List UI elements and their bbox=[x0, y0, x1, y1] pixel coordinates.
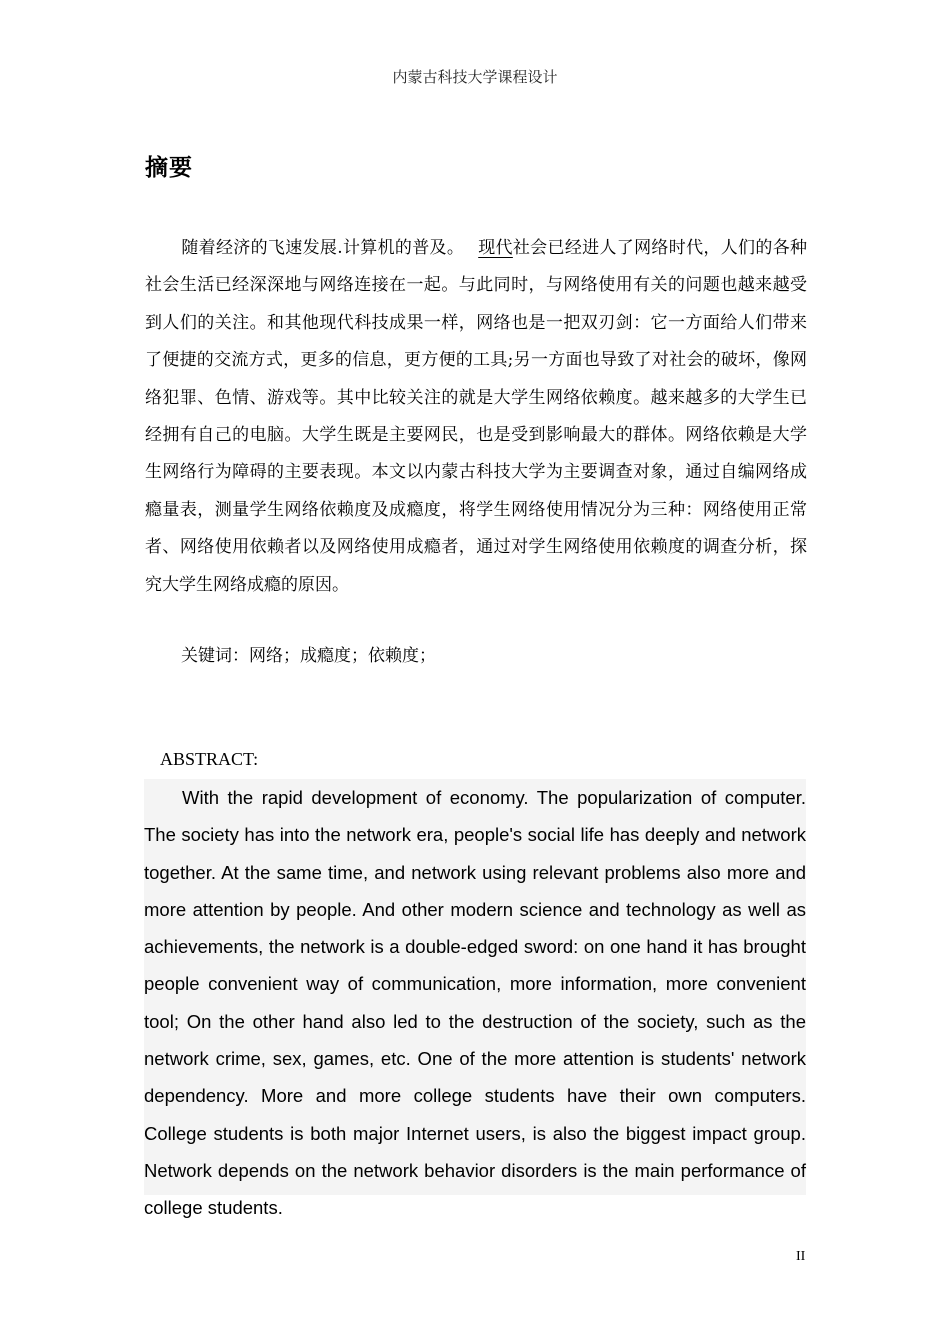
chinese-abstract-lead: 随着经济的飞速发展.计算机的普及。 bbox=[181, 238, 465, 258]
keywords-line: 关键词：网络；成瘾度；依赖度； bbox=[181, 646, 436, 666]
english-abstract-text: With the rapid development of economy. The popularization of computer. The society has into the network era, people's social life has deeply and network together. At the same time, and network using relevant problems also more and more attention by people. And other modern science and technology as well as achievements, the network is a double-edged sword: on one hand it has brought people convenient way of communication, more information, more convenient tool; On the other hand also led to the destruction of the society, such as the network crime, sex, games, etc. One of the more attention is students' network dependency. More and more college students have their own computers. College students is both major Internet users, is also the biggest impact group. Network depends on the network behavior disorders is the main performance of college students. bbox=[144, 787, 806, 1219]
page-number: II bbox=[796, 1249, 806, 1264]
english-abstract-label: ABSTRACT: bbox=[160, 749, 259, 769]
section-title: 摘要 bbox=[145, 155, 193, 181]
page-header: 内蒙古科技大学课程设计 bbox=[392, 68, 558, 86]
chinese-abstract-rest: 社会已经进人了网络时代，人们的各种社会生活已经深深地与网络连接在一起。与此同时，与网络使用有关的问题也越来越受到人们的关注。和其他现代科技成果一样，网络也是一把双刃剑：它一方面给人们带来了便捷的交流方式，更多的信息，更方便的工具;另一方面也导致了对社会的破坏，像网络犯罪、色情、游戏等。其中比较关注的就是大学生网络依赖度。越来越多的大学生已经拥有自己的电脑。大学生既是主要网民，也是受到影响最大的群体。网络依赖是大学生网络行为障碍的主要表现。本文以内蒙古科技大学为主要调查对象，通过自编网络成瘾量表，测量学生网络依赖度及成瘾度，将学生网络使用情况分为三种：网络使用正常者、网络使用依赖者以及网络使用成瘾者，通过对学生网络使用依赖度的调查分析，探究大学生网络成瘾的原因。 bbox=[145, 238, 808, 595]
chinese-abstract-underlined-term: 现代 bbox=[478, 238, 513, 258]
chinese-abstract-paragraph bbox=[145, 230, 807, 604]
english-abstract-paragraph bbox=[144, 779, 806, 1219]
